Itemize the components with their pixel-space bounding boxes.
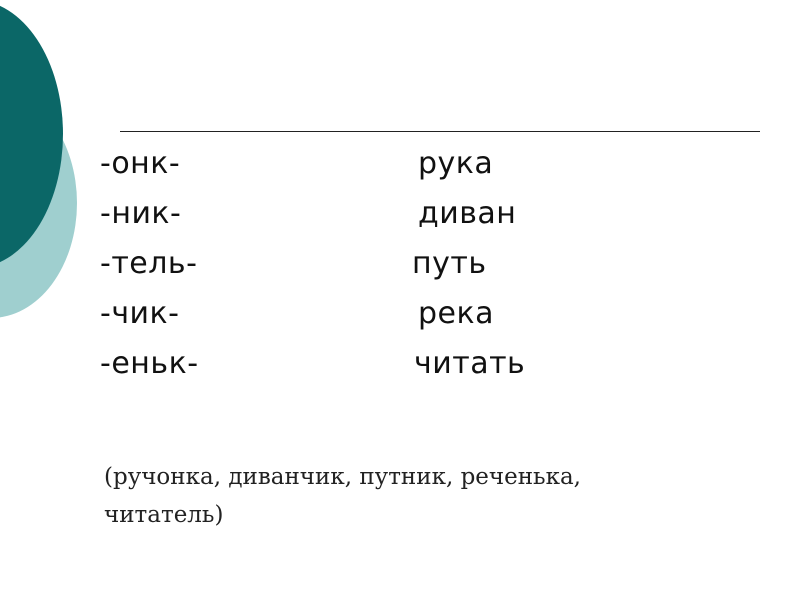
suffix-text: -еньк- (100, 346, 199, 381)
suffix-text: -ник- (100, 196, 182, 231)
base-word: читать (414, 346, 526, 381)
base-word: диван (418, 196, 517, 231)
base-word: рука (418, 146, 494, 181)
answer-text: (ручонка, диванчик, путник, реченька, читатель) (104, 464, 581, 528)
suffix-text: -онк- (100, 146, 181, 181)
suffix-text: -тель- (100, 246, 198, 281)
base-word: река (418, 296, 495, 331)
suffix-text: -чик- (100, 296, 180, 331)
title-divider-line (120, 131, 760, 132)
base-word: путь (412, 246, 487, 281)
